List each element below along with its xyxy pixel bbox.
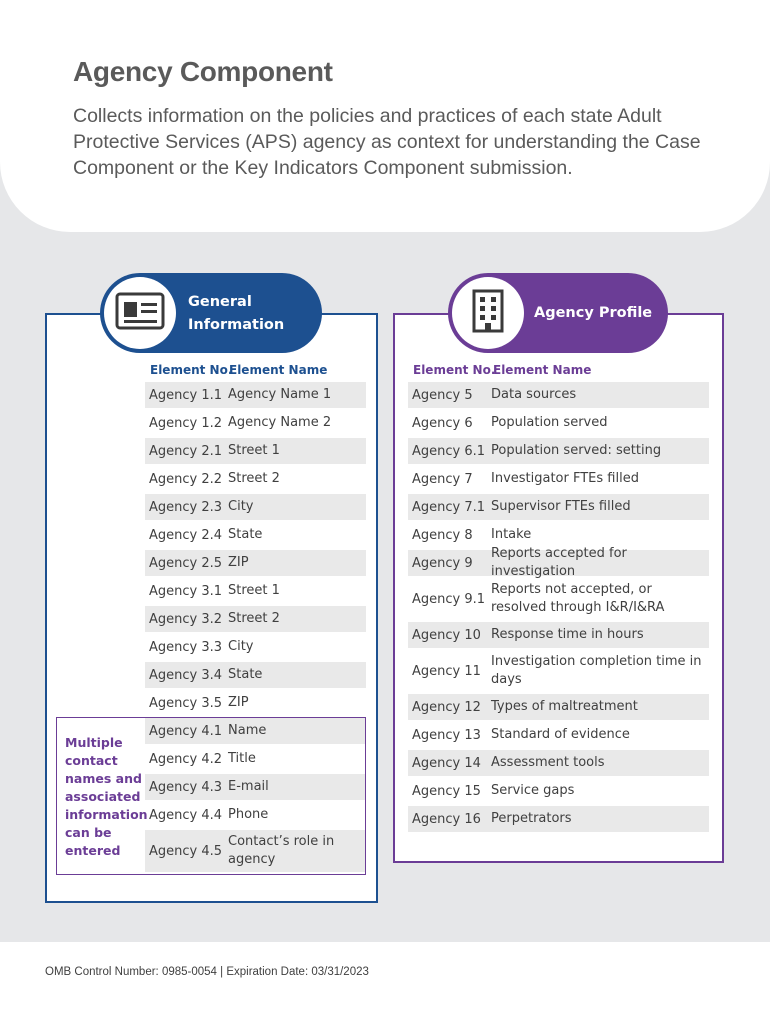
badge-icon-circle: [104, 277, 176, 349]
element-number: Agency 2.3: [149, 499, 223, 515]
element-number: Agency 4.1: [149, 723, 223, 739]
element-name: Reports accepted for investigation: [491, 546, 627, 579]
table-row: [145, 606, 366, 632]
element-name: Contact’s role in agency: [228, 834, 335, 867]
element-name: Name: [228, 723, 267, 738]
table-row: [408, 806, 709, 832]
element-number: Agency 7: [412, 471, 473, 487]
agency-profile-badge: [448, 273, 668, 353]
contacts-note: Multiple contact names and associated information can be entered: [65, 735, 148, 858]
element-number: Agency 7.1: [412, 499, 486, 515]
page-background: [0, 942, 770, 1024]
general-information-label: [188, 291, 298, 337]
element-name: Population served: setting: [491, 443, 662, 458]
element-name: ZIP: [228, 695, 249, 710]
element-name: ZIP: [228, 555, 249, 570]
page-subtitle: Collects information on the policies and practices of each state Adult Protective Services (APS) agency as context for understanding the Case Component or the Key Indicators Component submission.: [73, 105, 701, 179]
table-row: [408, 578, 709, 620]
table-row: [408, 750, 709, 776]
table-row: [408, 466, 709, 492]
element-number: Agency 3.2: [149, 611, 223, 627]
element-number: Agency 4.4: [149, 807, 223, 823]
element-number: Agency 1.1: [149, 387, 223, 403]
table-row: [408, 778, 709, 804]
element-number: Agency 13: [412, 727, 481, 743]
element-name: Service gaps: [491, 783, 575, 798]
element-name: Data sources: [491, 387, 577, 402]
element-number: Agency 2.1: [149, 443, 223, 459]
element-name: State: [228, 667, 263, 682]
element-number: Agency 9.1: [412, 591, 486, 607]
table-row: [145, 410, 366, 436]
element-name: Assessment tools: [491, 755, 605, 770]
general-label-line1: General: [188, 294, 252, 310]
element-name: City: [228, 499, 254, 514]
table-row: [408, 438, 709, 464]
element-number: Agency 3.3: [149, 639, 223, 655]
element-name: Street 2: [228, 471, 280, 486]
table-row: [145, 634, 366, 660]
element-number: Agency 16: [412, 811, 481, 827]
element-name: Investigation completion time in days: [491, 654, 702, 687]
table-row: [408, 650, 709, 692]
element-number: Agency 10: [412, 627, 481, 643]
element-number: Agency 12: [412, 699, 481, 715]
element-number: Agency 15: [412, 783, 481, 799]
element-number: Agency 1.2: [149, 415, 223, 431]
table-row: [145, 578, 366, 604]
table-row: [145, 466, 366, 492]
table-row: [408, 410, 709, 436]
building-icon: [471, 289, 505, 338]
element-name: Street 1: [228, 443, 280, 458]
element-number: Agency 6: [412, 415, 473, 431]
element-number: Agency 6.1: [412, 443, 486, 459]
element-name: E-mail: [228, 779, 269, 794]
element-name: Types of maltreatment: [491, 699, 638, 714]
element-name: Street 1: [228, 583, 280, 598]
table-row: [145, 494, 366, 520]
agency-profile-label: Agency Profile: [534, 305, 653, 321]
element-number: Agency 11: [412, 663, 481, 679]
table-row: [408, 382, 709, 408]
badge-icon-circle: [452, 277, 524, 349]
element-name: Response time in hours: [491, 627, 644, 642]
profile-col-element-no: Element No.: [413, 363, 496, 377]
element-number: Agency 14: [412, 755, 481, 771]
id-card-icon: [115, 291, 165, 336]
element-name: Perpetrators: [491, 811, 572, 826]
element-name: Phone: [228, 807, 269, 822]
footer-omb-info: OMB Control Number: 0985-0054 | Expiration Date: 03/31/2023: [45, 966, 369, 978]
table-row: [145, 382, 366, 408]
element-number: Agency 4.2: [149, 751, 223, 767]
element-number: Agency 2.2: [149, 471, 223, 487]
element-name: Supervisor FTEs filled: [491, 499, 631, 514]
general-information-badge: [100, 273, 322, 353]
element-number: Agency 2.4: [149, 527, 223, 543]
element-number: Agency 8: [412, 527, 473, 543]
general-label-line2: Information: [188, 317, 285, 333]
element-name: State: [228, 527, 263, 542]
table-row: [145, 438, 366, 464]
table-row: [145, 550, 366, 576]
element-number: Agency 2.5: [149, 555, 223, 571]
element-name: Standard of evidence: [491, 727, 630, 742]
element-name: Street 2: [228, 611, 280, 626]
table-row: [408, 722, 709, 748]
element-name: Investigator FTEs filled: [491, 471, 639, 486]
element-number: Agency 9: [412, 555, 473, 571]
general-col-element-no: Element No.: [150, 363, 233, 377]
table-row: [145, 522, 366, 548]
element-number: Agency 3.1: [149, 583, 223, 599]
element-name: City: [228, 639, 254, 654]
element-name: Agency Name 2: [228, 415, 332, 430]
element-number: Agency 5: [412, 387, 473, 403]
header-card: [0, 0, 770, 232]
table-row: [408, 546, 709, 579]
general-col-element-name: Element Name: [229, 363, 328, 377]
element-number: Agency 3.4: [149, 667, 223, 683]
element-name: Population served: [491, 415, 608, 430]
element-name: Intake: [491, 527, 532, 542]
element-name: Reports not accepted, or resolved through I&R/I&RA: [491, 582, 665, 615]
profile-col-element-name: Element Name: [493, 363, 592, 377]
table-row: [408, 494, 709, 520]
table-row: [408, 694, 709, 720]
element-name: Agency Name 1: [228, 387, 332, 402]
page-title: Agency Component: [73, 56, 333, 87]
element-number: Agency 3.5: [149, 695, 223, 711]
table-row: [408, 622, 709, 648]
table-row: [145, 690, 366, 716]
element-name: Title: [228, 751, 256, 766]
element-number: Agency 4.3: [149, 779, 223, 795]
table-row: [145, 662, 366, 688]
element-number: Agency 4.5: [149, 843, 223, 859]
